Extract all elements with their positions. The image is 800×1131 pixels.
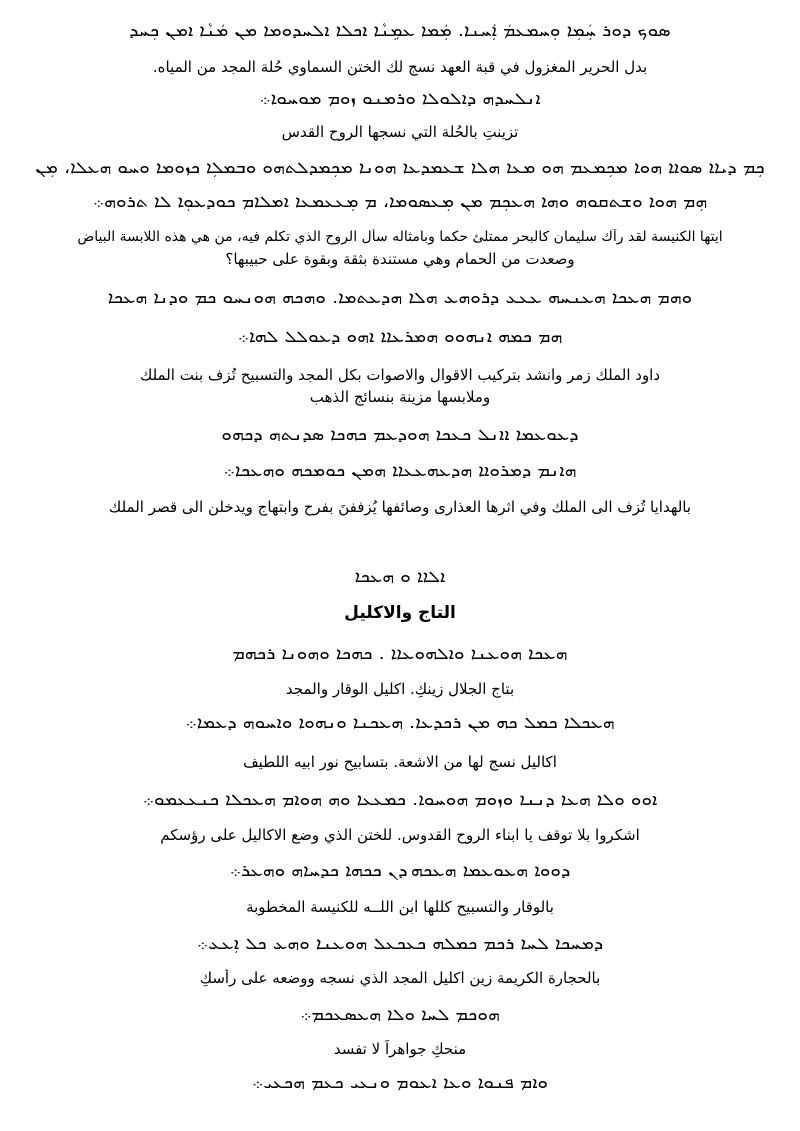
syriac-verse-line: ܘܗܡ ܗܥܟܐ ܗܥܢܚܗ ܥܥܥ ܕܪܘܗܥ ܗܠܐ ܗܕܥܬܡܐ. ܘܗܟܗ ܗܘܢܚܘ ܟܡ ܘܕܢܐ ܗܥܟܐ [107,288,693,308]
arabic-verse-line: داود الملك زمر وانشد بتركيب الاقوال والاصوات بكل المجد والتسبيح تُزف بنت الملك [139,366,661,384]
arabic-verse-line: بدل الحرير المغزول في قبة العهد نسج لك الختن السماوي حُلة المجد من المياه. [152,58,648,76]
arabic-verse-line: بالحجارة الكريمة زين اكليل المجد الذي نسجه ووضعه على رأسكِ [199,969,601,987]
syriac-verse-line: ܕܥܘܥܡܐ ܐܐܢܠ ܟܥܟܐ ܗܘܕܥܡ ܟܗܟܐ ܣܕܢܬܗ ܕܟܗܘ [221,425,579,445]
syriac-verse-line: ܐܘܘ ܘܠܐ ܗܥܐ ܕܢܢܐ ܘܙܘܡ ܗܘܚܘܐ. ܟܡܥܥܐ ܘܗ ܗܘܐܡ ܗܥܟܠܐ ܟܢܥܥܡܘ܀ [142,790,658,810]
arabic-verse-line: وصعدت من الحمام وهي مستندة بثقة وبقوة على حبيبها؟ [225,250,575,268]
arabic-verse-line: بالهدايا تُزف الى الملك وفي اثرها العذارى وصائفها يُزففنَ بفرح وابتهاج ويدخلن الى قصر الملك [108,498,692,516]
syriac-verse-line: ܟܼܡ ܕܝܐܐ ܣܘܐܐ ܗܘܐ ܡܟܼܡܥܡ ܗܘ ܡܥܐ ܗܠܐ ܫܥܡܕܥܐ ܗܘܢܐ ܡܟܼܡܕܠܬܗܘ ܘܒܡܠܼܐ ܟܙܘܡܐ ܘܚܘ ܗܥܠܐ، ܡܼܢ [35,158,765,178]
syriac-verse-line: ܣܘܟ ܕܘܪ ܚܲܡܼܐ ܘܼܚܡܥܡܿ ܐܲܚܢܐ. ܡܲܡܐ ܥܡܹܢܵܐ ܐܟܠܐ ܐܠܚܕܘܡܐ ܡܢ ܡܿܢܵܐ ܐܡܢ ܟܼܚܕ [129,21,671,41]
syriac-verse-line: ܗܡ ܟܡܗ ܐܢܗܘܘ ܗܡܪܥܐܐ ܐܗܘ ܕܥܘܠܠ ܠܗܐ܀ [237,327,563,347]
arabic-verse-line: اكاليل نسج لها من الاشعة. بتسابيح نور ابيه اللطيف [243,753,557,771]
arabic-verse-line: بالوقار والتسبيح كللها ابن اللــه للكنيسة المخطوبة [246,898,554,916]
section-heading-arabic: التاج والاكليل [344,603,456,623]
syriac-verse-line: ܕܘܘܐ ܗܥܘܥܡܐ ܗܥܟܗ ܕܢ ܟܟܗܐ ܟܕܚܐܗ ܘܗܥܪ܀ [229,861,571,881]
syriac-verse-line: ܗܘܟܡ ܠܚܐ ܘܠܐ ܗܥܣܥܟܡ܀ [300,1005,500,1025]
syriac-verse-line: ܘܐܡ ܦܢܘܐ ܘܥܐ ܐܥܘܡ ܘܢܥܝ ܟܥܡ ܗܟܥܝ܀ [251,1073,549,1093]
section-heading-syriac: ܐܠܐܐ ܘ ܗܥܟܐ [354,567,446,587]
syriac-verse-line: ܕܡܚܟܐ ܠܚܐ ܪܟܡ ܟܡܠܗ ܟܥܟܥܠ ܗܘܥܢܐ ܘܗܥ ܟܠ ܐܼܥܥ܀ [196,934,604,954]
syriac-verse-line: ܗܥܟܐ ܗܘܥܢܐ ܘܐܠܗܘܥܐܐ . ܟܗܟܐ ܘܗܘܢܐ ܪܟܗܡ [232,644,568,664]
arabic-verse-line: تزينتِ بالحُلة التي نسجها الروح القدس [281,123,519,141]
syriac-verse-line: ܐܢܠܚܕܗ ܕܐܠܘܠܐ ܘܪܡܢܘ ܙܘܡ ܡܘܚܘܐ܀ [259,89,541,109]
arabic-verse-line: وملابسها مزينة بنسائج الذهب [309,388,491,406]
syriac-verse-line: ܗܼܡ ܗܘܐ ܘܫܬܩܘܗ ܘܗܐ ܗܥܟܼܡ ܡܢ ܡܼܥܣܘܡܐ، ܡ ܡܼܥܥܡܥܐ ܐܡܠܐܡ ܟܘܕܥܘܼܐ ܠܐ ܬܪܘܗ܀ [92,192,708,212]
arabic-verse-line: اشكروا بلا توقف يا ابناء الروح القدوس. للختن الذي وضع الاكاليل على رؤسكم [160,826,640,844]
arabic-verse-line: منحكِ جواهراً لا تفسد [333,1040,467,1058]
arabic-verse-line: بتاج الجلال زينكِ. اكليل الوقار والمجد [285,680,515,698]
syriac-verse-line: ܗܥܟܠܐ ܟܡܠ ܟܗ ܡܢ ܪܟܕܥܐ. ܗܥܟܢܐ ܘܢܗܘܐ ܘܐܚܘܗ ܕܥܡܐ܀ [185,713,615,733]
arabic-verse-line: ايتها الكنيسة لقد رآك سليمان كالبحر ممتلئ حكما وبامثاله سأل الروح الذي تكلم فيه، من هي هذه اللابسة البياض [77,229,723,245]
syriac-verse-line: ܗܐܢܡ ܕܡܪܘܐܐ ܗܕܥܗܥܥܐܐ ܗܡܢ ܟܘܡܟܗ ܘܗܥܟܐ܀ [223,461,577,481]
